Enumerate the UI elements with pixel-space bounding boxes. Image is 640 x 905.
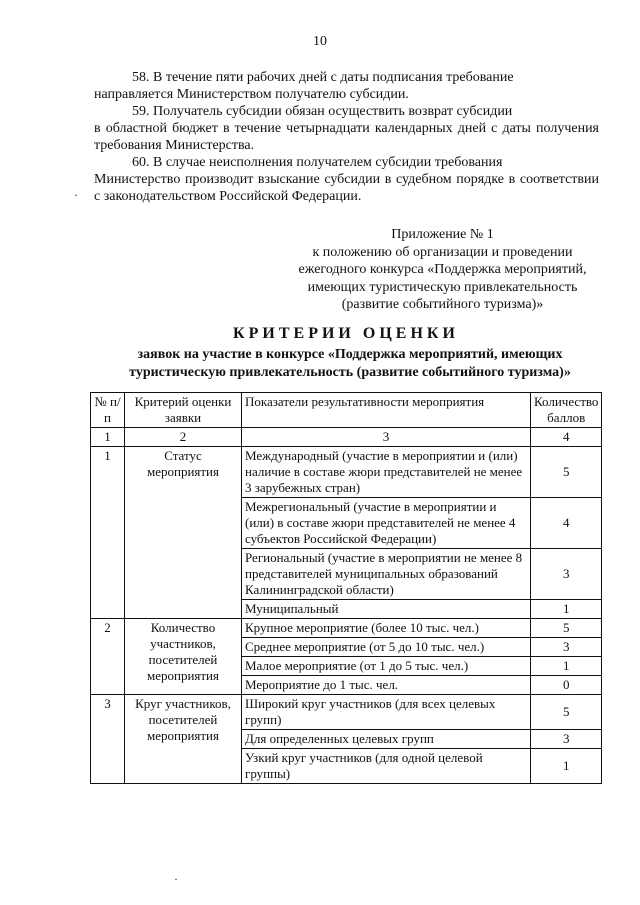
points-cell: 3 [531, 730, 602, 749]
paragraph-first-line: 58. В течение пяти рабочих дней с даты подписания требование [132, 70, 514, 85]
table-row [91, 619, 602, 638]
index-cell: 2 [125, 428, 242, 447]
paragraph-60 [94, 154, 599, 205]
table-row [91, 447, 602, 498]
scan-speck: · [74, 188, 78, 202]
points-cell: 5 [531, 619, 602, 638]
group-number: 1 [91, 447, 125, 619]
indicator-cell: Для определенных целевых групп [242, 730, 531, 749]
points-cell: 3 [531, 638, 602, 657]
header-indicators: Показатели результативности мероприятия [242, 393, 531, 428]
appendix-line: ежегодного конкурса «Поддержка мероприятий, [298, 262, 587, 277]
indicator-cell: Мероприятие до 1 тыс. чел. [242, 676, 531, 695]
criteria-title: КРИТЕРИИ ОЦЕНКИ [233, 325, 459, 342]
points-cell: 4 [531, 498, 602, 549]
points-cell: 1 [531, 749, 602, 784]
page-number: 10 [313, 34, 327, 49]
index-cell: 3 [242, 428, 531, 447]
header-number: № п/п [91, 393, 125, 428]
indicator-cell: Международный (участие в мероприятии и (или) наличие в составе жюри представителей не менее 3 зарубежных стран) [242, 447, 531, 498]
appendix-line: имеющих туристическую привлекательность [307, 279, 578, 295]
appendix-line: (развитие событийного туризма)» [341, 297, 544, 312]
table-header-row [91, 393, 602, 428]
subtitle-line: туристическую привлекательность (развитие событийного туризма)» [129, 365, 571, 380]
indicator-cell: Крупное мероприятие (более 10 тыс. чел.) [242, 619, 531, 638]
indicator-cell: Региональный (участие в мероприятии не менее 8 представителей муниципальных образований Калининградской области) [242, 549, 531, 600]
header-criterion: Критерий оценки заявки [125, 393, 242, 428]
table-row [91, 695, 602, 730]
indicator-cell: Муниципальный [242, 600, 531, 619]
points-cell: 1 [531, 600, 602, 619]
appendix-heading [270, 226, 615, 314]
group-number: 3 [91, 695, 125, 784]
criteria-subtitle [60, 346, 640, 382]
points-cell: 5 [531, 447, 602, 498]
indicator-cell: Малое мероприятие (от 1 до 5 тыс. чел.) [242, 657, 531, 676]
points-cell: 5 [531, 695, 602, 730]
paragraph-58 [94, 69, 599, 103]
index-cell: 4 [531, 428, 602, 447]
group-number: 2 [91, 619, 125, 695]
criterion-cell: Количество участников, посетителей мероприятия [125, 619, 242, 695]
indicator-cell: Межрегиональный (участие в мероприятии и (или) в составе жюри представителей не менее 4 субъектов Российской Федерации) [242, 498, 531, 549]
criterion-cell: Круг участников, посетителей мероприятия [125, 695, 242, 784]
points-cell: 1 [531, 657, 602, 676]
paragraph-rest: Министерство производит взыскание субсидии в судебном порядке в соответствии с законодательством Российской Федерации. [94, 172, 599, 204]
paragraph-first-line: 59. Получатель субсидии обязан осуществить возврат субсидии [132, 104, 513, 119]
indicator-cell: Широкий круг участников (для всех целевых групп) [242, 695, 531, 730]
paragraph-rest: направляется Министерством получателю субсидии. [94, 87, 409, 102]
paragraph-rest: в областной бюджет в течение четырнадцати календарных дней с даты получения требования Министерства. [94, 121, 599, 153]
appendix-line: к положению об организации и проведении [312, 244, 573, 260]
index-cell: 1 [91, 428, 125, 447]
indicator-cell: Узкий круг участников (для одной целевой группы) [242, 749, 531, 784]
indicator-cell: Среднее мероприятие (от 5 до 10 тыс. чел.) [242, 638, 531, 657]
points-cell: 3 [531, 549, 602, 600]
criterion-cell: Статус мероприятия [125, 447, 242, 619]
paragraph-59 [94, 103, 599, 154]
scan-speck: · [174, 872, 178, 886]
paragraph-first-line: 60. В случае неисполнения получателем субсидии требования [132, 155, 503, 170]
criteria-table [90, 392, 602, 784]
points-cell: 0 [531, 676, 602, 695]
subtitle-line: заявок на участие в конкурсе «Поддержка мероприятий, имеющих [137, 347, 563, 362]
table-index-row [91, 428, 602, 447]
appendix-line: Приложение № 1 [391, 227, 494, 242]
header-points: Количество баллов [531, 393, 602, 428]
